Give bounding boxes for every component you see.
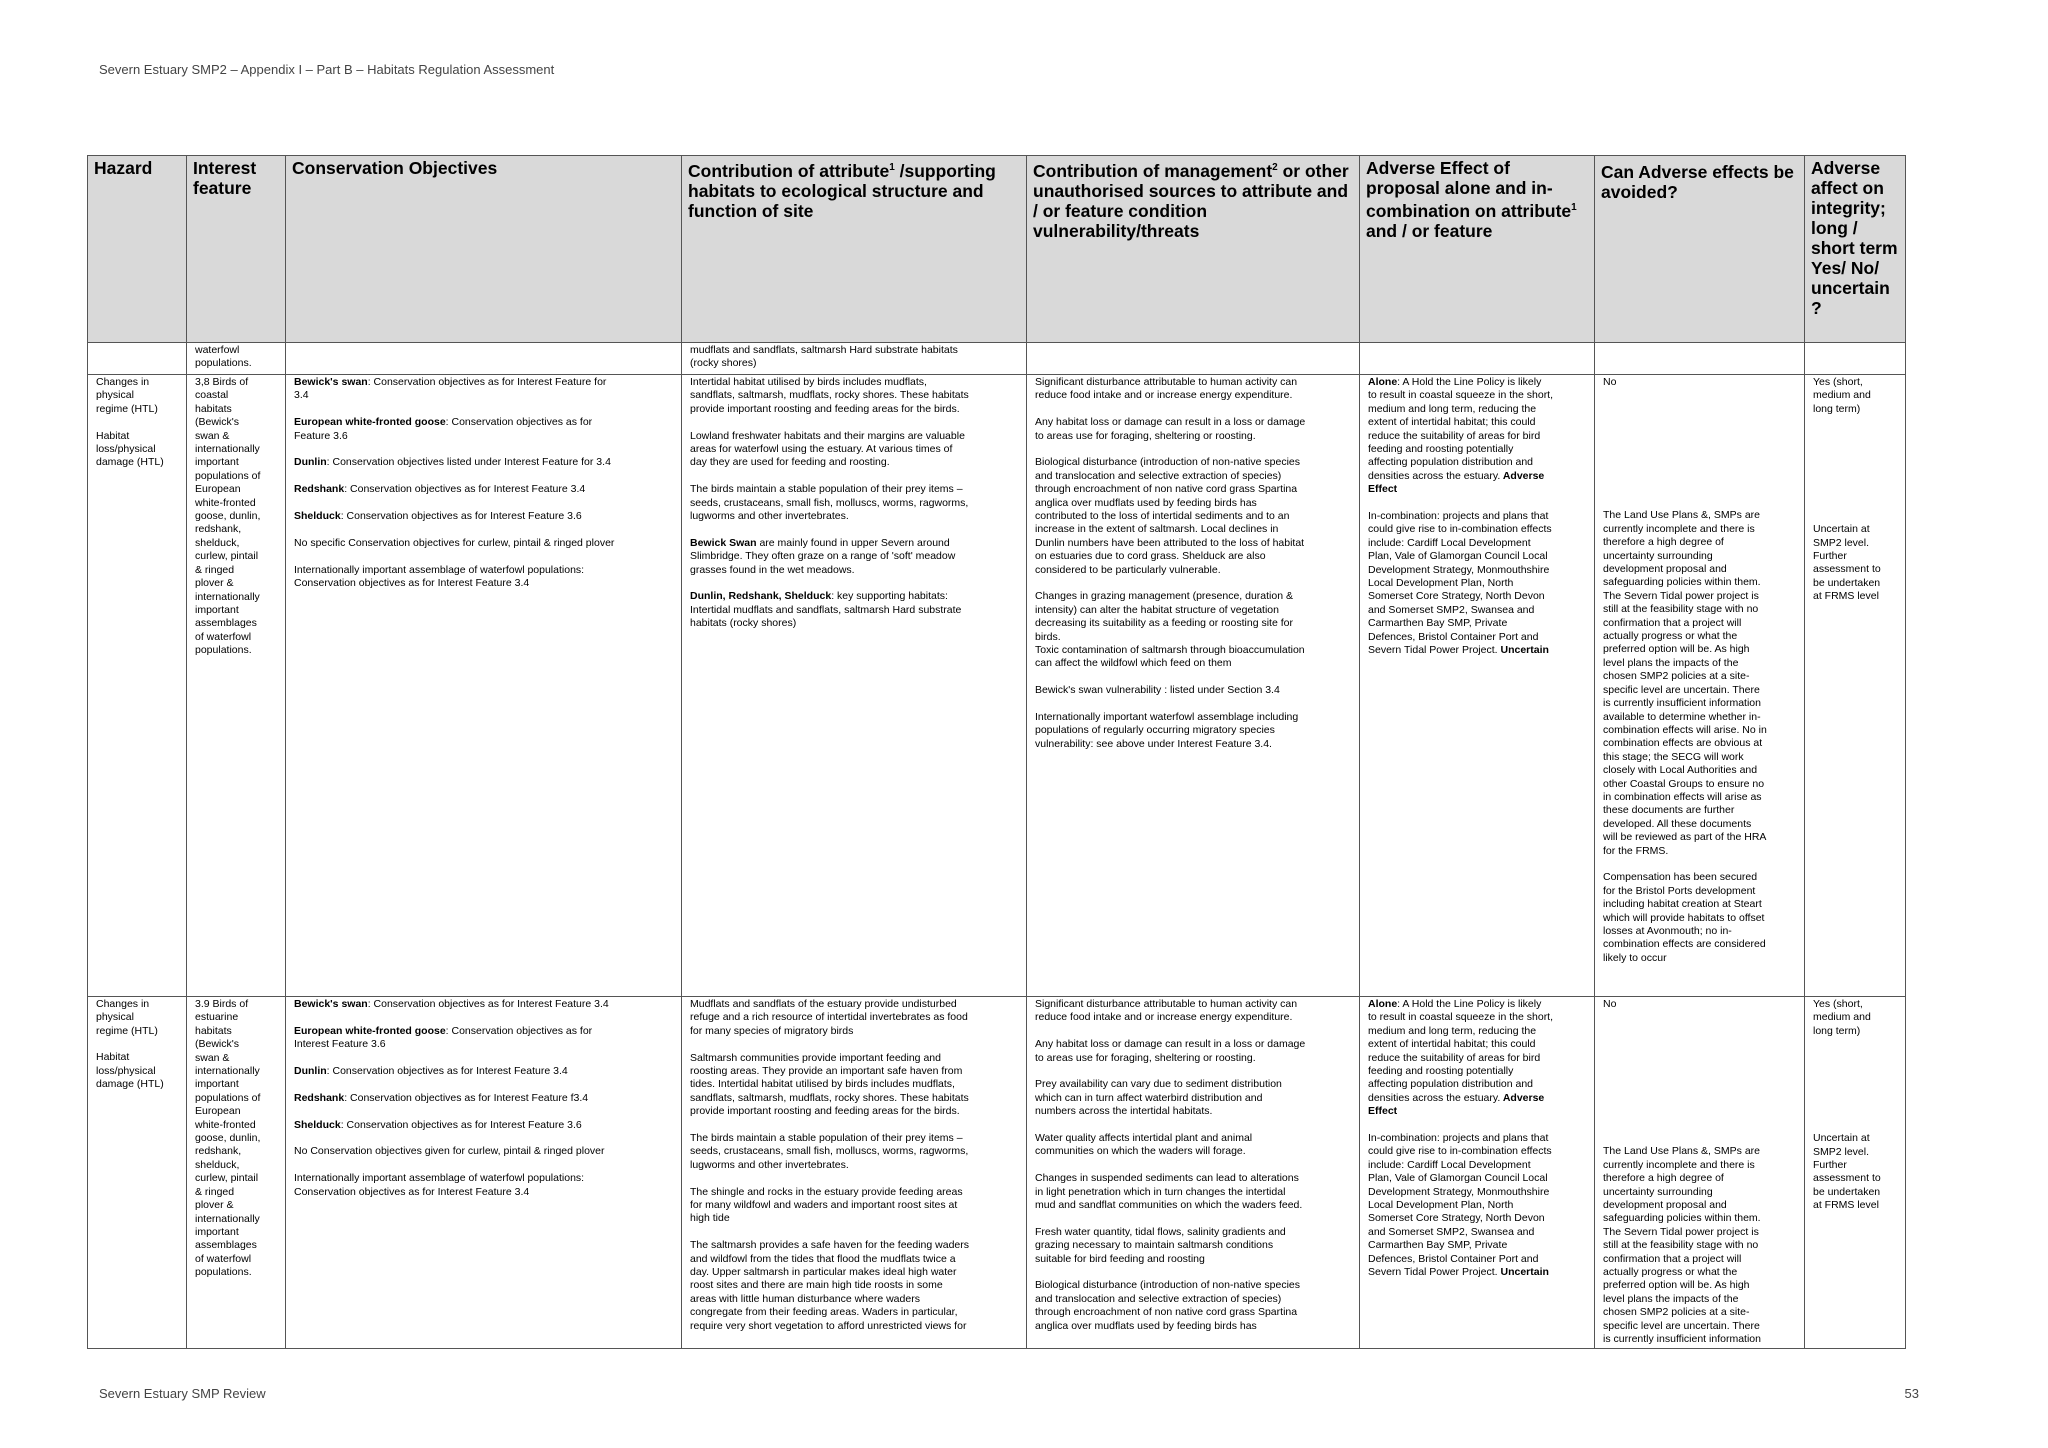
cell-contribution-management: Significant disturbance attributable to human activity can reduce food intake and or increase energy expenditure. Any habitat loss or damage can result in a loss or damage to areas use for foraging, sheltering or roosting. Prey availability can vary due to sediment distribution which can in turn affect waterbird distribution and numbers across the intertidal habitats. Water quality affects intertidal plant and animal communities on which the waders will forage. Changes in suspended sediments can lead to alterations in light penetration which in turn changes the intertidal mud and sandflat communities on which the waders feed. Fresh water quantity, tidal flows, salinity gradients and grazing necessary to maintain saltmarsh conditions suitable for bird feeding and roosting Biological disturbance (introduction of non-native species and translocation and selective extraction of species) through encroachment of non native cord grass Spartina anglica over mudflats used by feeding birds has — [1027, 997, 1360, 1349]
col-header-hazard: Hazard — [88, 156, 187, 343]
table-row — [88, 997, 1906, 1349]
cell-contribution-management: Significant disturbance attributable to human activity can reduce food intake and or increase energy expenditure. Any habitat loss or damage can result in a loss or damage to areas use for foraging, sheltering or roosting. Biological disturbance (introduction of non-native species and translocation and selective extraction of species) through encroachment of non native cord grass Spartina anglica over mudflats used by feeding birds has contributed to the loss of intertidal sediments and to an increase in the extent of saltmarsh. Local declines in Dunlin numbers have been attributed to the loss of habitat on estuaries due to cord grass. Shelduck are also considered to be particularly vulnerable. Changes in grazing management (presence, duration & intensity) can alter the habitat structure of vegetation decreasing its suitability as a feeding or roosting site for birds. Toxic contamination of saltmarsh through bioaccumulation can affect the wildfowl which feed on them Bewick's swan vulnerability : listed under Section 3.4 Internationally important waterfowl assemblage including populations of regularly occurring migratory species vulnerability: see above under Interest Feature 3.4. — [1027, 375, 1360, 997]
cell-conservation-objectives: Bewick's swan: Conservation objectives as for Interest Feature for 3.4 European white-fronted goose: Conservation objectives as for Feature 3.6 Dunlin: Conservation objectives listed under Interest Feature for 3.4 Redshank: Conservation objectives as for Interest Feature 3.4 Shelduck: Conservation objectives as for Interest Feature 3.6 No specific Conservation objectives for curlew, pintail & ringed plover Internationally important assemblage of waterfowl populations: Conservation objectives as for Interest Feature 3.4 — [286, 375, 682, 997]
col-header-contribution-attribute: Contribution of attribute$^1$ /supporting habitats to ecological structure and function of site — [682, 156, 1027, 343]
cell-interest-feature: 3.9 Birds of estuarine habitats (Bewick's swan & internationally important populations of European white-fronted goose, dunlin, redshank, shelduck, curlew, pintail & ringed plover & internationally important assemblages of waterfowl populations. — [187, 997, 286, 1349]
cell-interest-feature: 3,8 Birds of coastal habitats (Bewick's swan & internationally important populations of European white-fronted goose, dunlin, redshank, shelduck, curlew, pintail & ringed plover & internationally important assemblages of waterfowl populations. — [187, 375, 286, 997]
cell-conservation-objectives: Bewick's swan: Conservation objectives as for Interest Feature 3.4 European white-fronted goose: Conservation objectives as for Interest Feature 3.6 Dunlin: Conservation objectives as for Interest Feature 3.4 Redshank: Conservation objectives as for Interest Feature f3.4 Shelduck: Conservation objectives as for Interest Feature 3.6 No Conservation objectives given for curlew, pintail & ringed plover Internationally important assemblage of waterfowl populations: Conservation objectives as for Interest Feature 3.4 — [286, 997, 682, 1349]
col-header-can-avoid: Can Adverse effects be avoided? — [1595, 156, 1805, 343]
col-header-conservation-objectives: Conservation Objectives — [286, 156, 682, 343]
footer-title: Severn Estuary SMP Review — [99, 1386, 266, 1401]
page-number: 53 — [1904, 1386, 1919, 1401]
cell-text: waterfowl populations. — [195, 344, 252, 370]
cell-integrity: Yes (short, medium and long term) Uncertain at SMP2 level. Further assessment to be undertaken at FRMS level — [1805, 375, 1906, 997]
cell-integrity: Yes (short, medium and long term) Uncertain at SMP2 level. Further assessment to be undertaken at FRMS level — [1805, 997, 1906, 1349]
col-header-adverse-effect: Adverse Effect of proposal alone and in-combination on attribute$^1$ and / or feature — [1360, 156, 1595, 343]
cell-contribution-attribute: Intertidal habitat utilised by birds includes mudflats, sandflats, saltmarsh, mudflats, rocky shores. These habitats provide important roosting and feeding areas for the birds. Lowland freshwater habitats and their margins are valuable areas for waterfowl using the estuary. At various times of day they are used for feeding and roosting. The birds maintain a stable population of their prey items – seeds, crustaceans, small fish, molluscs, worms, ragworms, lugworms and other invertebrates. Bewick Swan are mainly found in upper Severn around Slimbridge. They often graze on a range of 'soft' meadow grasses found in the wet meadows. Dunlin, Redshank, Shelduck: key supporting habitats: Intertidal mudflats and sandflats, saltmarsh Hard substrate habitats (rocky shores) — [682, 375, 1027, 997]
cell-contribution-attribute: Mudflats and sandflats of the estuary provide undisturbed refuge and a rich resource of intertidal invertebrates as food for many species of migratory birds Saltmarsh communities provide important feeding and roosting areas. They provide an important safe haven from tides. Intertidal habitat utilised by birds includes mudflats, sandflats, saltmarsh, mudflats, rocky shores. These habitats provide important roosting and feeding areas for the birds. The birds maintain a stable population of their prey items – seeds, crustaceans, small fish, molluscs, worms, ragworms, lugworms and other invertebrates. The shingle and rocks in the estuary provide feeding areas for many wildfowl and waders and important roost sites at high tide The saltmarsh provides a safe haven for the feeding waders and wildfowl from the tides that flood the mudflats twice a day. Upper saltmarsh in particular makes ideal high water roost sites and there are main high tide roosts in some areas with little human disturbance where waders congregate from their feeding areas. Waders in particular, require very short vegetation to afford unrestricted views for — [682, 997, 1027, 1349]
cell-hazard: Changes in physical regime (HTL) Habitat loss/physical damage (HTL) — [88, 997, 187, 1349]
page-header: Severn Estuary SMP2 – Appendix I – Part B – Habitats Regulation Assessment — [99, 62, 555, 77]
table-header-row — [88, 156, 1906, 343]
col-header-integrity: Adverse affect on integrity; long / short term Yes/ No/ uncertain ? — [1805, 156, 1906, 343]
cell-text: mudflats and sandflats, saltmarsh Hard substrate habitats (rocky shores) — [690, 344, 958, 370]
table-row — [88, 375, 1906, 997]
cell-can-avoid: No The Land Use Plans &, SMPs are currently incomplete and there is therefore a high degree of uncertainty surrounding development proposal and safeguarding policies within them. The Severn Tidal power project is still at the feasibility stage with no confirmation that a project will actually progress or what the preferred option will be. As high level plans the impacts of the chosen SMP2 policies at a site- specific level are uncertain. There is currently insufficient information available to determine whether in- combination effects will arise. No in combination effects are obvious at this stage; the SECG will work closely with Local Authorities and other Coastal Groups to ensure no in combination effects will arise as these documents are further developed. All these documents will be reviewed as part of the HRA for the FRMS. Compensation has been secured for the Bristol Ports development including habitat creation at Steart which will provide habitats to offset losses at Avonmouth; no in- combination effects are considered likely to occur — [1595, 375, 1805, 997]
cell-adverse-effect: Alone: A Hold the Line Policy is likely to result in coastal squeeze in the short, medium and long term, reducing the extent of intertidal habitat; this could reduce the suitability of areas for bird feeding and roosting potentially affecting population distribution and densities across the estuary. Adverse Effect In-combination: projects and plans that could give rise to in-combination effects include: Cardiff Local Development Plan, Vale of Glamorgan Council Local Development Strategy, Monmouthshire Local Development Plan, North Somerset Core Strategy, North Devon and Somerset SMP2, Swansea and Carmarthen Bay SMP, Private Defences, Bristol Container Port and Severn Tidal Power Project. Uncertain — [1360, 997, 1595, 1349]
cell-hazard: Changes in physical regime (HTL) Habitat loss/physical damage (HTL) — [88, 375, 187, 997]
hra-table — [87, 155, 1906, 1349]
table-row-continuation — [88, 343, 1906, 375]
col-header-interest-feature: Interest feature — [187, 156, 286, 343]
col-header-contribution-management: Contribution of management$^2$ or other unauthorised sources to attribute and / or feature condition vulnerability/threats — [1027, 156, 1360, 343]
cell-adverse-effect: Alone: A Hold the Line Policy is likely to result in coastal squeeze in the short, medium and long term, reducing the extent of intertidal habitat; this could reduce the suitability of areas for bird feeding and roosting potentially affecting population distribution and densities across the estuary. Adverse Effect In-combination: projects and plans that could give rise to in-combination effects include: Cardiff Local Development Plan, Vale of Glamorgan Council Local Development Strategy, Monmouthshire Local Development Plan, North Somerset Core Strategy, North Devon and Somerset SMP2, Swansea and Carmarthen Bay SMP, Private Defences, Bristol Container Port and Severn Tidal Power Project. Uncertain — [1360, 375, 1595, 997]
cell-can-avoid: No The Land Use Plans &, SMPs are currently incomplete and there is therefore a high degree of uncertainty surrounding development proposal and safeguarding policies within them. The Severn Tidal power project is still at the feasibility stage with no confirmation that a project will actually progress or what the preferred option will be. As high level plans the impacts of the chosen SMP2 policies at a site- specific level are uncertain. There is currently insufficient information — [1595, 997, 1805, 1349]
page-footer — [99, 1386, 1919, 1401]
